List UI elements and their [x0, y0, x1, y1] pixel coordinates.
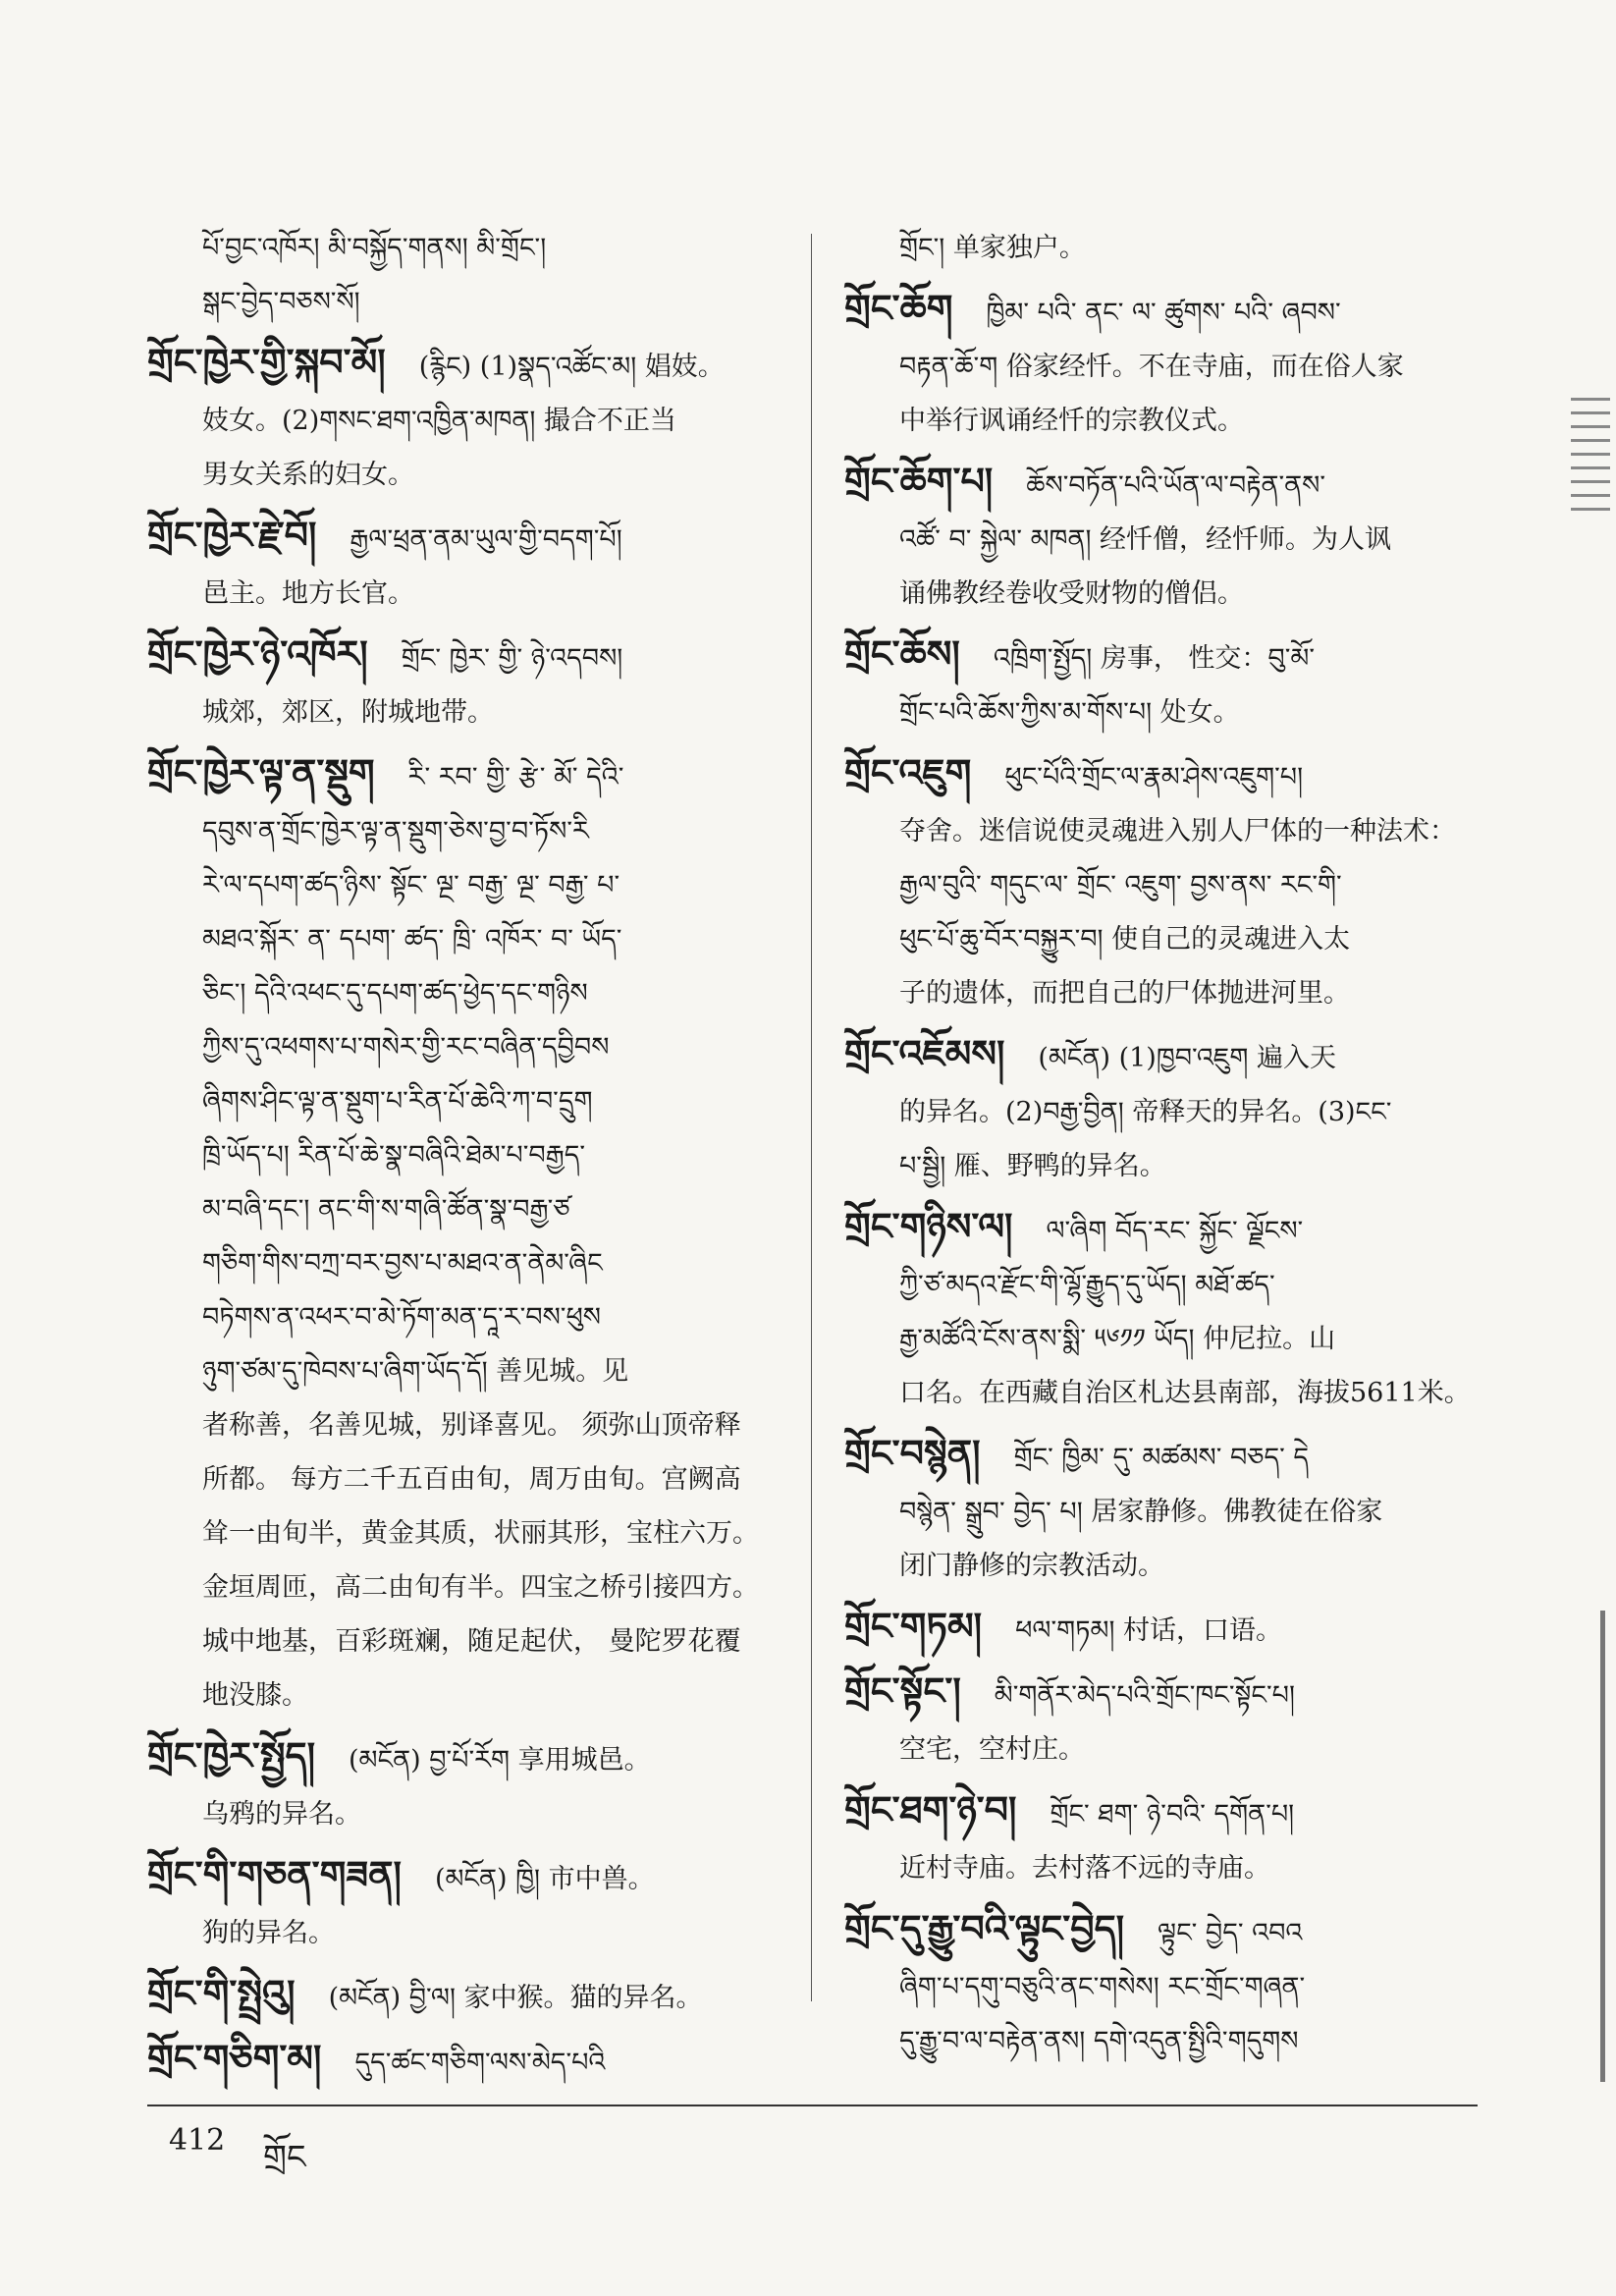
entry-line	[147, 1128, 785, 1182]
dictionary-entry	[844, 1599, 1473, 1658]
dictionary-entry	[844, 1782, 1473, 1895]
entry-line	[147, 394, 785, 448]
entry-headword: གྲོང་གཉིས་ལ།	[844, 1204, 1013, 1248]
entry-text: རི་ རབ་ གྱི་ རྩེ་ མོ་ དེའི་	[407, 762, 624, 793]
entry-line	[844, 745, 1473, 804]
dictionary-entry	[147, 335, 785, 502]
entry-line	[844, 1901, 1473, 1960]
entry-headword: གྲོང་ཐག་ཉེ་བ།	[844, 1787, 1017, 1831]
entry-line	[147, 335, 785, 394]
footer-rule	[147, 2105, 1478, 2106]
entry-line	[147, 1966, 785, 2025]
entry-line	[844, 454, 1473, 513]
entry-text: ཕུང་པོ་ཆུ་བོར་བསྐྱུར་བ། 使自己的灵魂进入太	[899, 924, 1351, 955]
entry-headword: གྲོང་དུ་རྒྱུ་བའི་ལྟུང་བྱེད།	[844, 1906, 1125, 1950]
entry-headword: གྲོང་འཇུག	[844, 750, 972, 794]
entry-line	[147, 508, 785, 567]
entry-text: 口名。在西藏自治区札达县南部，海拔5611米。	[899, 1378, 1471, 1408]
column-divider	[811, 234, 812, 2001]
entry-text: གྲོང་ ཁྱིམ་ དུ་ མཚམས་ བཅད་ དེ	[1013, 1443, 1310, 1473]
entry-text: (མངོན) (1)ཁྱབ་འཇུག 遍入天	[1038, 1043, 1336, 1073]
entry-text: གྲོང་། 单家独户。	[899, 233, 1086, 263]
entry-text: རྒྱ་མཚོའི་ངོས་ནས་སྨི་ ༥༦༡༡ ཡོད། 仲尼拉。山	[899, 1324, 1336, 1354]
entry-text: བསྙེན་ སྒྲུབ་ བྱེད་ པ། 居家静修。佛教徒在俗家	[899, 1497, 1383, 1527]
entry-line	[844, 513, 1473, 567]
entry-line	[844, 1085, 1473, 1139]
entry-line	[844, 1664, 1473, 1722]
entry-text: སྒང་བྱེད་བཅས་སོ།	[202, 287, 360, 317]
entry-line	[844, 858, 1473, 912]
entry-line	[147, 1182, 785, 1236]
entry-line	[844, 627, 1473, 685]
entry-text: 妓女。(2)གསང་ཐག་འཁྱིན་མཁན། 撮合不正当	[202, 406, 676, 436]
dictionary-entry	[147, 1966, 785, 2025]
entry-text: 邑主。地方长官。	[202, 578, 414, 609]
entry-line	[844, 1139, 1473, 1193]
entry-headword: གྲོང་ཆོག	[844, 286, 953, 330]
entry-line	[147, 1398, 785, 1452]
entry-text: (རྙིང) (1)སྣད་འཚོང་མ། 娼妓。	[418, 352, 725, 382]
entry-line	[147, 448, 785, 502]
entry-headword: གྲོང་བསྙེན།	[844, 1431, 981, 1475]
entry-line	[147, 1668, 785, 1722]
entry-line	[147, 1074, 785, 1128]
entry-text: ཁྲི་ཡོད་པ། རིན་པོ་ཆེ་སྣ་བཞིའི་ཐེམ་པ་བརྒྱད་	[202, 1140, 586, 1171]
entry-text: ཁྱིམ་ པའི་ ནང་ ལ་ ཚུགས་ པའི་ ཞབས་	[986, 298, 1341, 328]
entry-line	[147, 275, 785, 329]
entry-text: 所都。 每方二千五百由旬，周万由旬。宫阙高	[202, 1464, 741, 1495]
entry-line	[844, 281, 1473, 340]
entry-headword: གྲོང་གི་སྤྲེའུ།	[147, 1971, 296, 2015]
entry-line	[844, 912, 1473, 966]
entry-line	[147, 745, 785, 804]
entry-line	[844, 2014, 1473, 2068]
running-head: གྲོང	[263, 2138, 306, 2177]
dictionary-entry	[844, 1026, 1473, 1193]
entry-headword: གྲོང་གི་གཅན་གཟན།	[147, 1852, 402, 1896]
entry-line	[147, 2031, 785, 2090]
entry-line	[844, 1258, 1473, 1312]
entry-text: དུ་རྒྱུ་བ་ལ་བརྟེན་ནས། དགེ་འདུན་སྤྱིའི་གདུགས	[899, 2026, 1299, 2056]
dictionary-entry	[147, 745, 785, 1722]
left-column	[147, 221, 785, 2096]
entry-line	[844, 340, 1473, 394]
entry-headword: གྲོང་གཅིག་མ།	[147, 2036, 322, 2080]
entry-text: མི་གནོར་མེད་པའི་གྲོང་ཁང་སྟོང་པ།	[994, 1680, 1295, 1711]
entry-text: མ་བཞི་དང་། ནང་གི་ས་གཞི་ཚོན་སྣ་བརྒྱ་ཙ	[202, 1194, 570, 1225]
entry-text: 诵佛教经卷收受财物的僧侣。	[899, 578, 1244, 609]
entry-line	[147, 1020, 785, 1074]
entry-text: 者称善，名善见城，别译喜见。 须弥山顶帝释	[202, 1410, 741, 1441]
dictionary-entry	[844, 221, 1473, 275]
entry-text: 近村寺庙。去村落不远的寺庙。	[899, 1853, 1270, 1884]
entry-text: གྲོང་ ཁྱེར་ གྱི་ ཉེ་འདབས།	[401, 643, 623, 674]
entry-line	[844, 1485, 1473, 1539]
entry-line	[844, 394, 1473, 448]
entry-text: 乌鸦的异名。	[202, 1799, 361, 1830]
entry-line	[147, 567, 785, 621]
entry-text: (མངོན) བྱ་པོ་རོག 享用城邑。	[349, 1745, 651, 1776]
entry-text: པ་སྦྱི། 雁、野鸭的异名。	[899, 1151, 1166, 1181]
entry-text: (མངོན) བྱི་ལ། 家中猴。猫的异名。	[328, 1983, 703, 2013]
entry-text: 城中地基，百彩斑斓，随足起伏， 曼陀罗花覆	[202, 1626, 741, 1657]
entry-line	[147, 627, 785, 685]
entry-line	[844, 1782, 1473, 1841]
entry-text: དུད་ཚང་གཅིག་ལས་མེད་པའི	[354, 2048, 606, 2078]
entry-line	[147, 1344, 785, 1398]
entry-text: 地没膝。	[202, 1680, 308, 1711]
entry-line	[844, 1312, 1473, 1366]
margin-tick-marks	[1571, 398, 1610, 535]
entry-text: ཀྱིས་དུ་འཕགས་པ་གསེར་གྱི་རང་བཞིན་དབྱིབས	[202, 1032, 610, 1063]
entry-line	[147, 1560, 785, 1614]
entry-line	[844, 1539, 1473, 1593]
entry-line	[844, 1426, 1473, 1485]
entry-headword: གྲོང་སྟོང་།	[844, 1668, 961, 1713]
entry-text: 城郊，郊区，附城地带。	[202, 697, 494, 728]
entry-text: ལྟུང་ བྱེད་ འབའ	[1158, 1918, 1303, 1948]
entry-text: (མངོན) ཁྱི། 市中兽。	[434, 1864, 655, 1894]
entry-line	[147, 1452, 785, 1506]
dictionary-entry	[147, 508, 785, 621]
entry-text: འཚོ་ བ་ སྐྱེལ་ མཁན། 经忏僧，经忏师。为人讽	[899, 524, 1392, 555]
entry-text: འཁྲིག་སྤྱོད། 房事， 性交：བུ་མོ་	[993, 643, 1316, 674]
entry-headword: གྲོང་ཆོག་པ།	[844, 459, 994, 503]
right-column	[844, 221, 1473, 2074]
entry-line	[147, 1290, 785, 1344]
entry-line	[147, 966, 785, 1020]
margin-rule-right	[1600, 1611, 1605, 2082]
entry-line	[147, 1728, 785, 1787]
entry-text: རེ་ལ་དཔག་ཚད་ཉིས་ སྟོང་ ལྔ་ བརྒྱ་ ལྔ་ བརྒྱ་ པ་	[202, 870, 620, 901]
entry-text: དབུས་ན་གྲོང་ཁྱེར་ལྟ་ན་སྡུག་ཅེས་བྱ་བ་ཏོས་རི	[202, 816, 589, 847]
entry-text: གྲོང་ ཐག་ ཉེ་བའི་ དགོན་པ།	[1050, 1799, 1295, 1830]
entry-text: བརྟན་ཆོ་ག 俗家经忏。不在寺庙，而在俗人家	[899, 352, 1404, 382]
entry-text: པོ་བྱང་འཁོར། མི་བསྐྱོད་གནས། མི་གྲོང་།	[202, 233, 547, 263]
entry-line	[147, 1906, 785, 1960]
entry-text: 夺舍。迷信说使灵魂进入别人尸体的一种法术：	[899, 816, 1456, 847]
entry-text: 空宅，空村庄。	[899, 1734, 1085, 1765]
entry-headword: གྲོང་ཁྱེར་སྤྱོད།	[147, 1733, 316, 1777]
entry-text: ཞིག་པ་དགུ་བཅུའི་ནང་གསེས། རང་གྲོང་གཞན་	[899, 1972, 1306, 2002]
dictionary-entry	[147, 2031, 785, 2090]
dictionary-entry	[147, 221, 785, 329]
entry-text: 狗的异名。	[202, 1918, 335, 1948]
entry-text: རྒྱལ་བུའི་ གདུང་ལ་ གྲོང་ འཇུག་ བྱས་ནས་ རང་གི་	[899, 870, 1342, 901]
page-number: 412	[169, 2123, 226, 2158]
entry-text: 闭门静修的宗教活动。	[899, 1551, 1164, 1581]
entry-headword: གྲོང་གཏམ།	[844, 1604, 983, 1648]
entry-headword: གྲོང་ཁྱེར་རྗེ་བོ།	[147, 513, 317, 557]
entry-line	[844, 1599, 1473, 1658]
entry-text: 耸一由旬半，黄金其质，状丽其形，宝柱六万。	[202, 1518, 759, 1549]
entry-line	[844, 1841, 1473, 1895]
entry-headword: གྲོང་ཆོས།	[844, 631, 960, 676]
entry-text: རྒྱལ་ཕྲན་ནམ་ཡུལ་གྱི་བདག་པོ།	[350, 524, 622, 555]
entry-text: བཏེགས་ན་འཕར་བ་མེ་ཏོག་མན་དཱ་ར་བས་ཕུས	[202, 1302, 601, 1333]
dictionary-entry	[147, 1847, 785, 1960]
dictionary-entry	[147, 1728, 785, 1841]
entry-text: 子的遗体，而把自己的尸体抛进河里。	[899, 978, 1350, 1009]
entry-text: ཞིགས་ཤིང་ལྟ་ན་སྡུག་པ་རིན་པོ་ཆེའི་ཀ་བ་དྲུག	[202, 1086, 593, 1117]
entry-line	[147, 1847, 785, 1906]
entry-line	[147, 858, 785, 912]
dictionary-entry	[844, 1199, 1473, 1420]
entry-line	[147, 1787, 785, 1841]
entry-text: 男女关系的妇女。	[202, 460, 414, 490]
entry-line	[844, 1722, 1473, 1777]
entry-headword: གྲོང་ཁྱེར་ལྟ་ན་སྡུག	[147, 750, 375, 794]
entry-text: 金垣周匝，高二由旬有半。四宝之桥引接四方。	[202, 1572, 759, 1603]
entry-line	[844, 1960, 1473, 2014]
entry-line	[844, 567, 1473, 621]
entry-line	[844, 1026, 1473, 1085]
entry-text: གྲོང་པའི་ཆོས་ཀྱིས་མ་གོས་པ། 处女。	[899, 697, 1240, 728]
entry-text: ཕལ་གཏམ། 村话，口语。	[1015, 1615, 1283, 1646]
dictionary-entry	[844, 281, 1473, 448]
entry-line	[147, 221, 785, 275]
entry-headword: གྲོང་ཁྱེར་གྱི་སྐབ་མོ།	[147, 340, 386, 384]
entry-text: ཅིང་། དེའི་འཕང་དུ་དཔག་ཚད་ཕྱེད་དང་གཉིས	[202, 978, 588, 1009]
entry-text: ལ་ཞིག བོད་རང་ སྐྱོང་ ལྗོངས་	[1046, 1216, 1304, 1246]
entry-line	[147, 685, 785, 739]
entry-line	[844, 1366, 1473, 1420]
entry-line	[844, 221, 1473, 275]
dictionary-entry	[147, 627, 785, 739]
entry-line	[844, 804, 1473, 858]
entry-line	[844, 685, 1473, 739]
entry-line	[844, 1199, 1473, 1258]
entry-line	[147, 912, 785, 966]
dictionary-entry	[844, 1901, 1473, 2068]
entry-text: ཕུང་པོའི་གྲོང་ལ་རྣམ་ཤེས་འཇུག་པ།	[1004, 762, 1304, 793]
entry-headword: གྲོང་ཁྱེར་ཉེ་འཁོར།	[147, 631, 368, 676]
dictionary-entry	[844, 1426, 1473, 1593]
dictionary-entry	[844, 454, 1473, 621]
dictionary-entry	[844, 1664, 1473, 1777]
entry-text: 中举行讽诵经忏的宗教仪式。	[899, 406, 1244, 436]
entry-line	[147, 1506, 785, 1560]
entry-text: མཐའ་སྐོར་ ན་ དཔག་ ཚད་ ཁྲི་ འཁོར་ བ་ ཡོད་	[202, 924, 622, 955]
entry-line	[844, 966, 1473, 1020]
entry-text: ཀྱི་ཙ་མདའ་རྫོང་གི་ལྷོ་རྒྱུད་དུ་ཡོད། མཐོ་ཚད་	[899, 1270, 1275, 1300]
entry-line	[147, 804, 785, 858]
entry-headword: གྲོང་འཇོམས།	[844, 1031, 1005, 1075]
entry-text: 的异名。(2)བརྒྱ་བྱིན། 帝释天的异名。(3)ངང་	[899, 1097, 1392, 1127]
entry-text: གཅིག་གིས་བཀྲ་བར་བྱས་པ་མཐའ་ན་ནེམ་ཞིང	[202, 1248, 603, 1279]
dictionary-entry	[844, 627, 1473, 739]
entry-text: ཉུག་ཙམ་དུ་ཁེབས་པ་ཞིག་ཡོད་དོ། 善见城。见	[202, 1356, 629, 1387]
entry-line	[147, 1614, 785, 1668]
entry-line	[147, 1236, 785, 1290]
entry-text: ཆོས་བཏོན་པའི་ཡོན་ལ་བརྟེན་ནས་	[1026, 470, 1326, 501]
dictionary-entry	[844, 745, 1473, 1020]
